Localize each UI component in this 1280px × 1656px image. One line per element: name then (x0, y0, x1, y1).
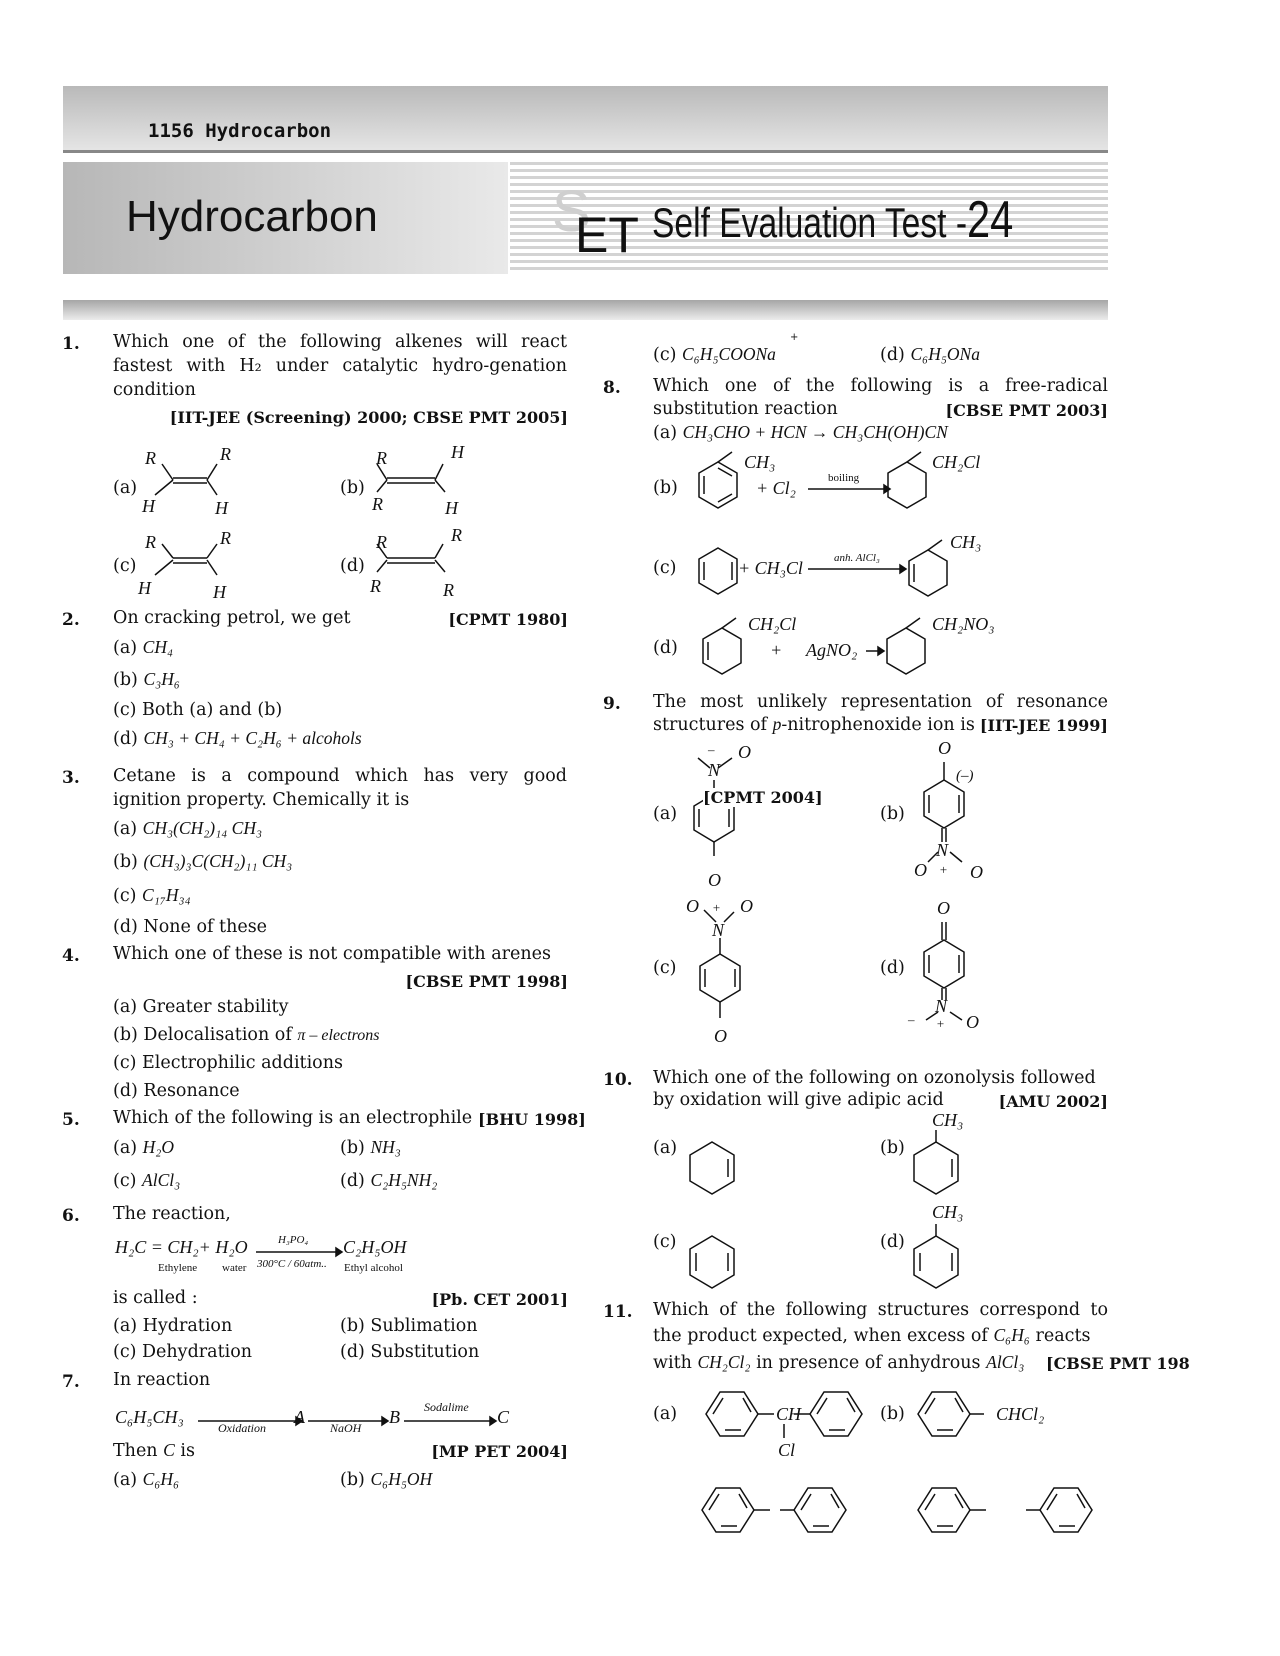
q10-reference: [AMU 2002] (998, 1092, 1108, 1111)
q11-option-b: (b) (880, 1404, 905, 1424)
group-ch2cl: CH₂Cl (932, 452, 981, 472)
atom-n: N (712, 920, 725, 940)
atom-h: H (445, 498, 458, 518)
formula: C₃H₆ (143, 669, 180, 689)
q11-line2 (653, 1325, 1090, 1346)
q4-text: Which one of these is not compatible with arenes (113, 944, 552, 964)
q11-option-a: (a) (653, 1404, 678, 1424)
q6-label-water: water (222, 1262, 247, 1274)
q2-text: On cracking petrol, we get (113, 608, 351, 628)
q11-reference: [CBSE PMT 198 (1046, 1354, 1190, 1373)
benzene-ring (696, 458, 740, 520)
q7-text: In reaction (113, 1370, 211, 1390)
q3-option-b (113, 851, 292, 872)
q1-line1: Which one of the following alkenes will react (113, 332, 567, 352)
option-label: (a) (113, 638, 138, 658)
q11-structure-c (694, 1484, 884, 1540)
atom-r: R (145, 448, 156, 468)
cyclohexadiene-ring (686, 1232, 738, 1294)
q1-option-d: (d) (340, 556, 365, 576)
q7-option-c (653, 344, 776, 365)
q5-text: Which of the following is an electrophile (113, 1108, 473, 1128)
reaction-arrow (256, 1247, 340, 1257)
atom-n: N (936, 840, 949, 860)
q7-then (113, 1440, 195, 1461)
q1-reference: [IIT-JEE (Screening) 2000; CBSE PMT 2005] (169, 408, 568, 427)
q7-eq-a: A (294, 1407, 305, 1427)
atom-r: R (376, 448, 387, 468)
plus-sign: + (770, 640, 783, 660)
formula: C₁₇H₃₄ (142, 885, 191, 905)
set-title-text: Self Evaluation Test - (652, 199, 968, 246)
q7-option-d (880, 344, 980, 365)
option-label: (d) (340, 1171, 365, 1191)
charge-plus: + (939, 862, 948, 877)
q10-option-d: (d) (880, 1232, 905, 1252)
reagent-agno2: AgNO₂ (806, 640, 858, 660)
option-label: (c) (113, 886, 137, 906)
charge-plus: + (936, 1016, 945, 1031)
group-ch3: CH₃ (950, 532, 982, 552)
option-label: (c) (113, 1171, 137, 1191)
text: structures of (653, 715, 773, 735)
formula: π – electrons (297, 1027, 380, 1044)
option-label: (d) (880, 345, 905, 365)
formula: CH₃(CH₂)₁₄ CH₃ (142, 818, 263, 838)
q4-reference: [CBSE PMT 1998] (405, 972, 568, 991)
q7-eq-c: C (497, 1407, 510, 1427)
q7-naoh: NaOH (330, 1421, 362, 1435)
group-ch3: CH₃ (932, 1110, 964, 1130)
reaction-arrow (866, 646, 886, 656)
cyclohexene-ring (686, 1138, 738, 1200)
group-ch3: CH₃ (744, 452, 776, 472)
question-number: 9. (603, 694, 621, 714)
formula: (CH₃)₃C(CH₂)₁₁ CH₃ (143, 851, 293, 871)
option-label: (b) Delocalisation of (113, 1025, 292, 1045)
option-label: (a) (653, 423, 678, 443)
atom-r: R (145, 532, 156, 552)
option-label: (a) (113, 1470, 138, 1490)
q11-line3 (653, 1352, 1024, 1373)
header-rule (63, 150, 1108, 153)
q1-option-b: (b) (340, 478, 365, 498)
atom-o: O (738, 742, 751, 762)
q4-option-b (113, 1025, 379, 1045)
atom-r: R (451, 525, 462, 545)
reagent-cl2: + Cl₂ (756, 478, 796, 498)
option-label: (b) (113, 670, 138, 690)
atom-r: R (370, 576, 381, 596)
formula: C₆H₆ (993, 1325, 1030, 1345)
q9-option-a: (a) (653, 804, 678, 824)
q6-text: The reaction, (113, 1204, 231, 1224)
q1-option-c: (c) (113, 556, 137, 576)
set-number: 24 (967, 191, 1014, 249)
option-label: (c) (653, 345, 677, 365)
text: the product expected, when excess of (653, 1326, 988, 1346)
formula: C₆H₅COON (682, 344, 768, 364)
q6-option-a: (a) Hydration (113, 1316, 233, 1336)
q8-reference: [CBSE PMT 2003] (945, 401, 1108, 420)
option-label: (a) (113, 1138, 138, 1158)
q3-option-a (113, 818, 262, 839)
charge-minus: – (708, 742, 715, 757)
atom-o: O (686, 896, 699, 916)
q11-structure-d (910, 1484, 1100, 1540)
q6-catalyst: H₃PO₄ (278, 1234, 309, 1246)
q6-label-ethylene: Ethylene (158, 1262, 198, 1274)
atom-h: H (142, 496, 155, 516)
q7-c-charge: + (790, 332, 799, 343)
question-number: 1. (62, 334, 80, 354)
question-number: 11. (603, 1302, 633, 1322)
q9-reference: [IIT-JEE 1999] (979, 716, 1108, 735)
atom-r: R (372, 494, 383, 514)
reaction-arrow (404, 1416, 494, 1426)
question-number: 10. (603, 1070, 633, 1090)
q1-line2: fastest with H₂ under catalytic hydro-genation (113, 356, 567, 376)
group-ch: CH (776, 1404, 802, 1424)
q7-sodalime: Sodalime (424, 1400, 469, 1414)
methylcyclohexadiene-ring (910, 1222, 962, 1296)
q9-option-b: (b) (880, 804, 905, 824)
atom-h: H (451, 442, 464, 462)
q11-line1: Which of the following structures correspond to (653, 1300, 1108, 1320)
then-is: is (180, 1441, 195, 1461)
q5-option-d (340, 1170, 437, 1191)
set-logo-et: ET (575, 207, 639, 263)
formula: AlCl₃ (142, 1170, 181, 1190)
q4-option-a: (a) Greater stability (113, 997, 289, 1017)
formula: CH₂Cl₂ (697, 1352, 751, 1372)
group-ch2cl: CH₂Cl (748, 614, 797, 634)
q10-line1: Which one of the following on ozonolysis followed (653, 1068, 1096, 1088)
reaction-arrow (808, 564, 904, 574)
q10-option-a: (a) (653, 1138, 678, 1158)
q7-eq-b: B (389, 1407, 400, 1427)
atom-o: O (708, 870, 721, 890)
question-number: 6. (62, 1206, 80, 1226)
q9-line2 (653, 714, 975, 735)
q10-line2: by oxidation will give adipic acid (653, 1090, 944, 1110)
option-label: (d) (113, 729, 138, 749)
q6-reference: [Pb. CET 2001] (431, 1290, 568, 1309)
benzene-ring (910, 1388, 990, 1444)
atom-h: H (215, 498, 228, 518)
reagent-ch3cl: + CH₃Cl (738, 558, 803, 578)
charge-plus: + (712, 900, 721, 915)
set-title (652, 190, 1013, 250)
q6-eq-left: H₂C = CH₂+ H₂O (115, 1237, 248, 1257)
question-number: 4. (62, 946, 80, 966)
q4-option-c: (c) Electrophilic additions (113, 1053, 343, 1073)
q4-option-d: (d) Resonance (113, 1081, 240, 1101)
question-number: 7. (62, 1372, 80, 1392)
text: p (772, 714, 782, 734)
formula: C₂H₅NH₂ (370, 1170, 438, 1190)
q2-option-b (113, 669, 180, 690)
atom-o: O (714, 1026, 727, 1046)
q2-reference: [CPMT 1980] (448, 610, 568, 629)
option-label: (a) (113, 819, 138, 839)
q9-option-c: (c) (653, 958, 677, 978)
q2-option-a (113, 637, 173, 658)
formula: C₆H₆ (142, 1469, 180, 1489)
q6-option-b: (b) Sublimation (340, 1316, 478, 1336)
q6-eq-right: C₂H₅OH (343, 1237, 407, 1257)
q7-oxidation: Oxidation (218, 1421, 266, 1435)
formula: C₆H₅ONa (910, 344, 980, 364)
q2-option-c: (c) Both (a) and (b) (113, 700, 283, 720)
atom-r: R (220, 444, 231, 464)
q7-option-b (340, 1469, 432, 1490)
charge-minus: – (908, 1012, 915, 1027)
question-number: 8. (603, 378, 621, 398)
reaction-arrow (808, 484, 888, 494)
q5-option-b (340, 1137, 401, 1158)
benzene-ring (700, 624, 744, 680)
text: in presence of anhydrous (756, 1353, 981, 1373)
group-ch3: CH₃ (932, 1202, 964, 1222)
condition-anh-alcl3: anh. AlCl₃ (834, 552, 880, 564)
q10-option-b: (b) (880, 1138, 905, 1158)
q6-called: is called : (113, 1288, 198, 1308)
header-band (63, 86, 1108, 152)
formula: CH₃ + CH₄ + C₂H₆ + alcohols (143, 728, 362, 748)
formula: C₆H₅OH (370, 1469, 433, 1489)
option-label: (b) (340, 1138, 365, 1158)
q3-option-d: (d) None of these (113, 917, 268, 937)
q7-option-a (113, 1469, 179, 1490)
q6-option-c: (c) Dehydration (113, 1342, 253, 1362)
atom-o: O (914, 860, 927, 880)
q8-option-d: (d) (653, 638, 678, 658)
atom-h: H (213, 582, 226, 602)
q3-line1: Cetane is a compound which has very good (113, 766, 567, 786)
charge-negative: (–) (956, 768, 974, 784)
q3-line2: ignition property. Chemically it is (113, 790, 410, 810)
atom-o: O (966, 1012, 979, 1032)
chapter-title: Hydrocarbon (126, 192, 378, 241)
q1-option-a: (a) (113, 478, 138, 498)
question-number: 2. (62, 610, 80, 630)
option-label: (b) (340, 1470, 365, 1490)
q2-option-d (113, 728, 362, 749)
formula: CH₃CHO + HCN → CH₃CH(OH)CN (682, 422, 948, 442)
atom-n: N (935, 996, 948, 1016)
formula: C (163, 1440, 175, 1460)
q9-option-d: (d) (880, 958, 905, 978)
q1-line3: condition (113, 380, 196, 400)
then-word: Then (113, 1441, 158, 1461)
text: with (653, 1353, 692, 1373)
atom-o: O (937, 898, 950, 918)
question-number: 3. (62, 768, 80, 788)
atom-o: O (740, 896, 753, 916)
benzene-ring (885, 458, 929, 520)
q8-line2: substitution reaction (653, 399, 838, 419)
text: -nitrophenoxide ion is (781, 715, 975, 735)
formula: AlCl₃ (986, 1352, 1025, 1372)
set-logo-s: S (552, 179, 591, 244)
group-ch2no3: CH₂NO₃ (932, 614, 995, 634)
header-bottom-bar (63, 300, 1108, 320)
q8-option-b: (b) (653, 478, 678, 498)
atom-r: R (443, 580, 454, 600)
q3-option-c (113, 885, 191, 906)
benzene-ring (696, 544, 740, 600)
atom-r: R (376, 532, 387, 552)
text: reacts (1035, 1326, 1091, 1346)
formula: CH₄ (142, 637, 174, 657)
option-label: (b) (113, 852, 138, 872)
q5-reference: [BHU 1998] (478, 1110, 586, 1129)
atom-r: R (220, 528, 231, 548)
question-number: 5. (62, 1110, 80, 1130)
q6-option-d: (d) Substitution (340, 1342, 480, 1362)
atom-n: N (708, 760, 721, 780)
formula: H₂O (142, 1137, 175, 1157)
q7-eq-start: C₆H₅CH₃ (115, 1407, 184, 1427)
stray-reference: [CPMT 2004] (703, 788, 823, 807)
methylcyclohexene-ring (910, 1128, 962, 1202)
formula: NH₃ (370, 1137, 401, 1157)
q5-option-c (113, 1170, 180, 1191)
q5-option-a (113, 1137, 174, 1158)
q8-line1: Which one of the following is a free-radical (653, 376, 1108, 396)
atom-o: O (938, 738, 951, 758)
q9-line1: The most unlikely representation of resonance (653, 692, 1108, 712)
q8-option-c: (c) (653, 558, 677, 578)
benzene-ring (906, 546, 950, 602)
benzene-ring (884, 624, 928, 680)
group-chcl2: CHCl₂ (996, 1404, 1045, 1424)
condition-boiling: boiling (828, 472, 860, 484)
q7-reference: [MP PET 2004] (431, 1442, 568, 1461)
q10-option-c: (c) (653, 1232, 677, 1252)
q6-label-ethyl-alcohol: Ethyl alcohol (344, 1262, 403, 1274)
page-label: 1156 Hydrocarbon (148, 120, 332, 142)
atom-o: O (970, 862, 983, 882)
q8-option-a (653, 422, 948, 443)
formula: a (767, 344, 776, 364)
atom-h: H (138, 578, 151, 598)
q6-conditions: 300°C / 60atm.. (257, 1258, 327, 1270)
atom-cl: Cl (778, 1440, 796, 1460)
